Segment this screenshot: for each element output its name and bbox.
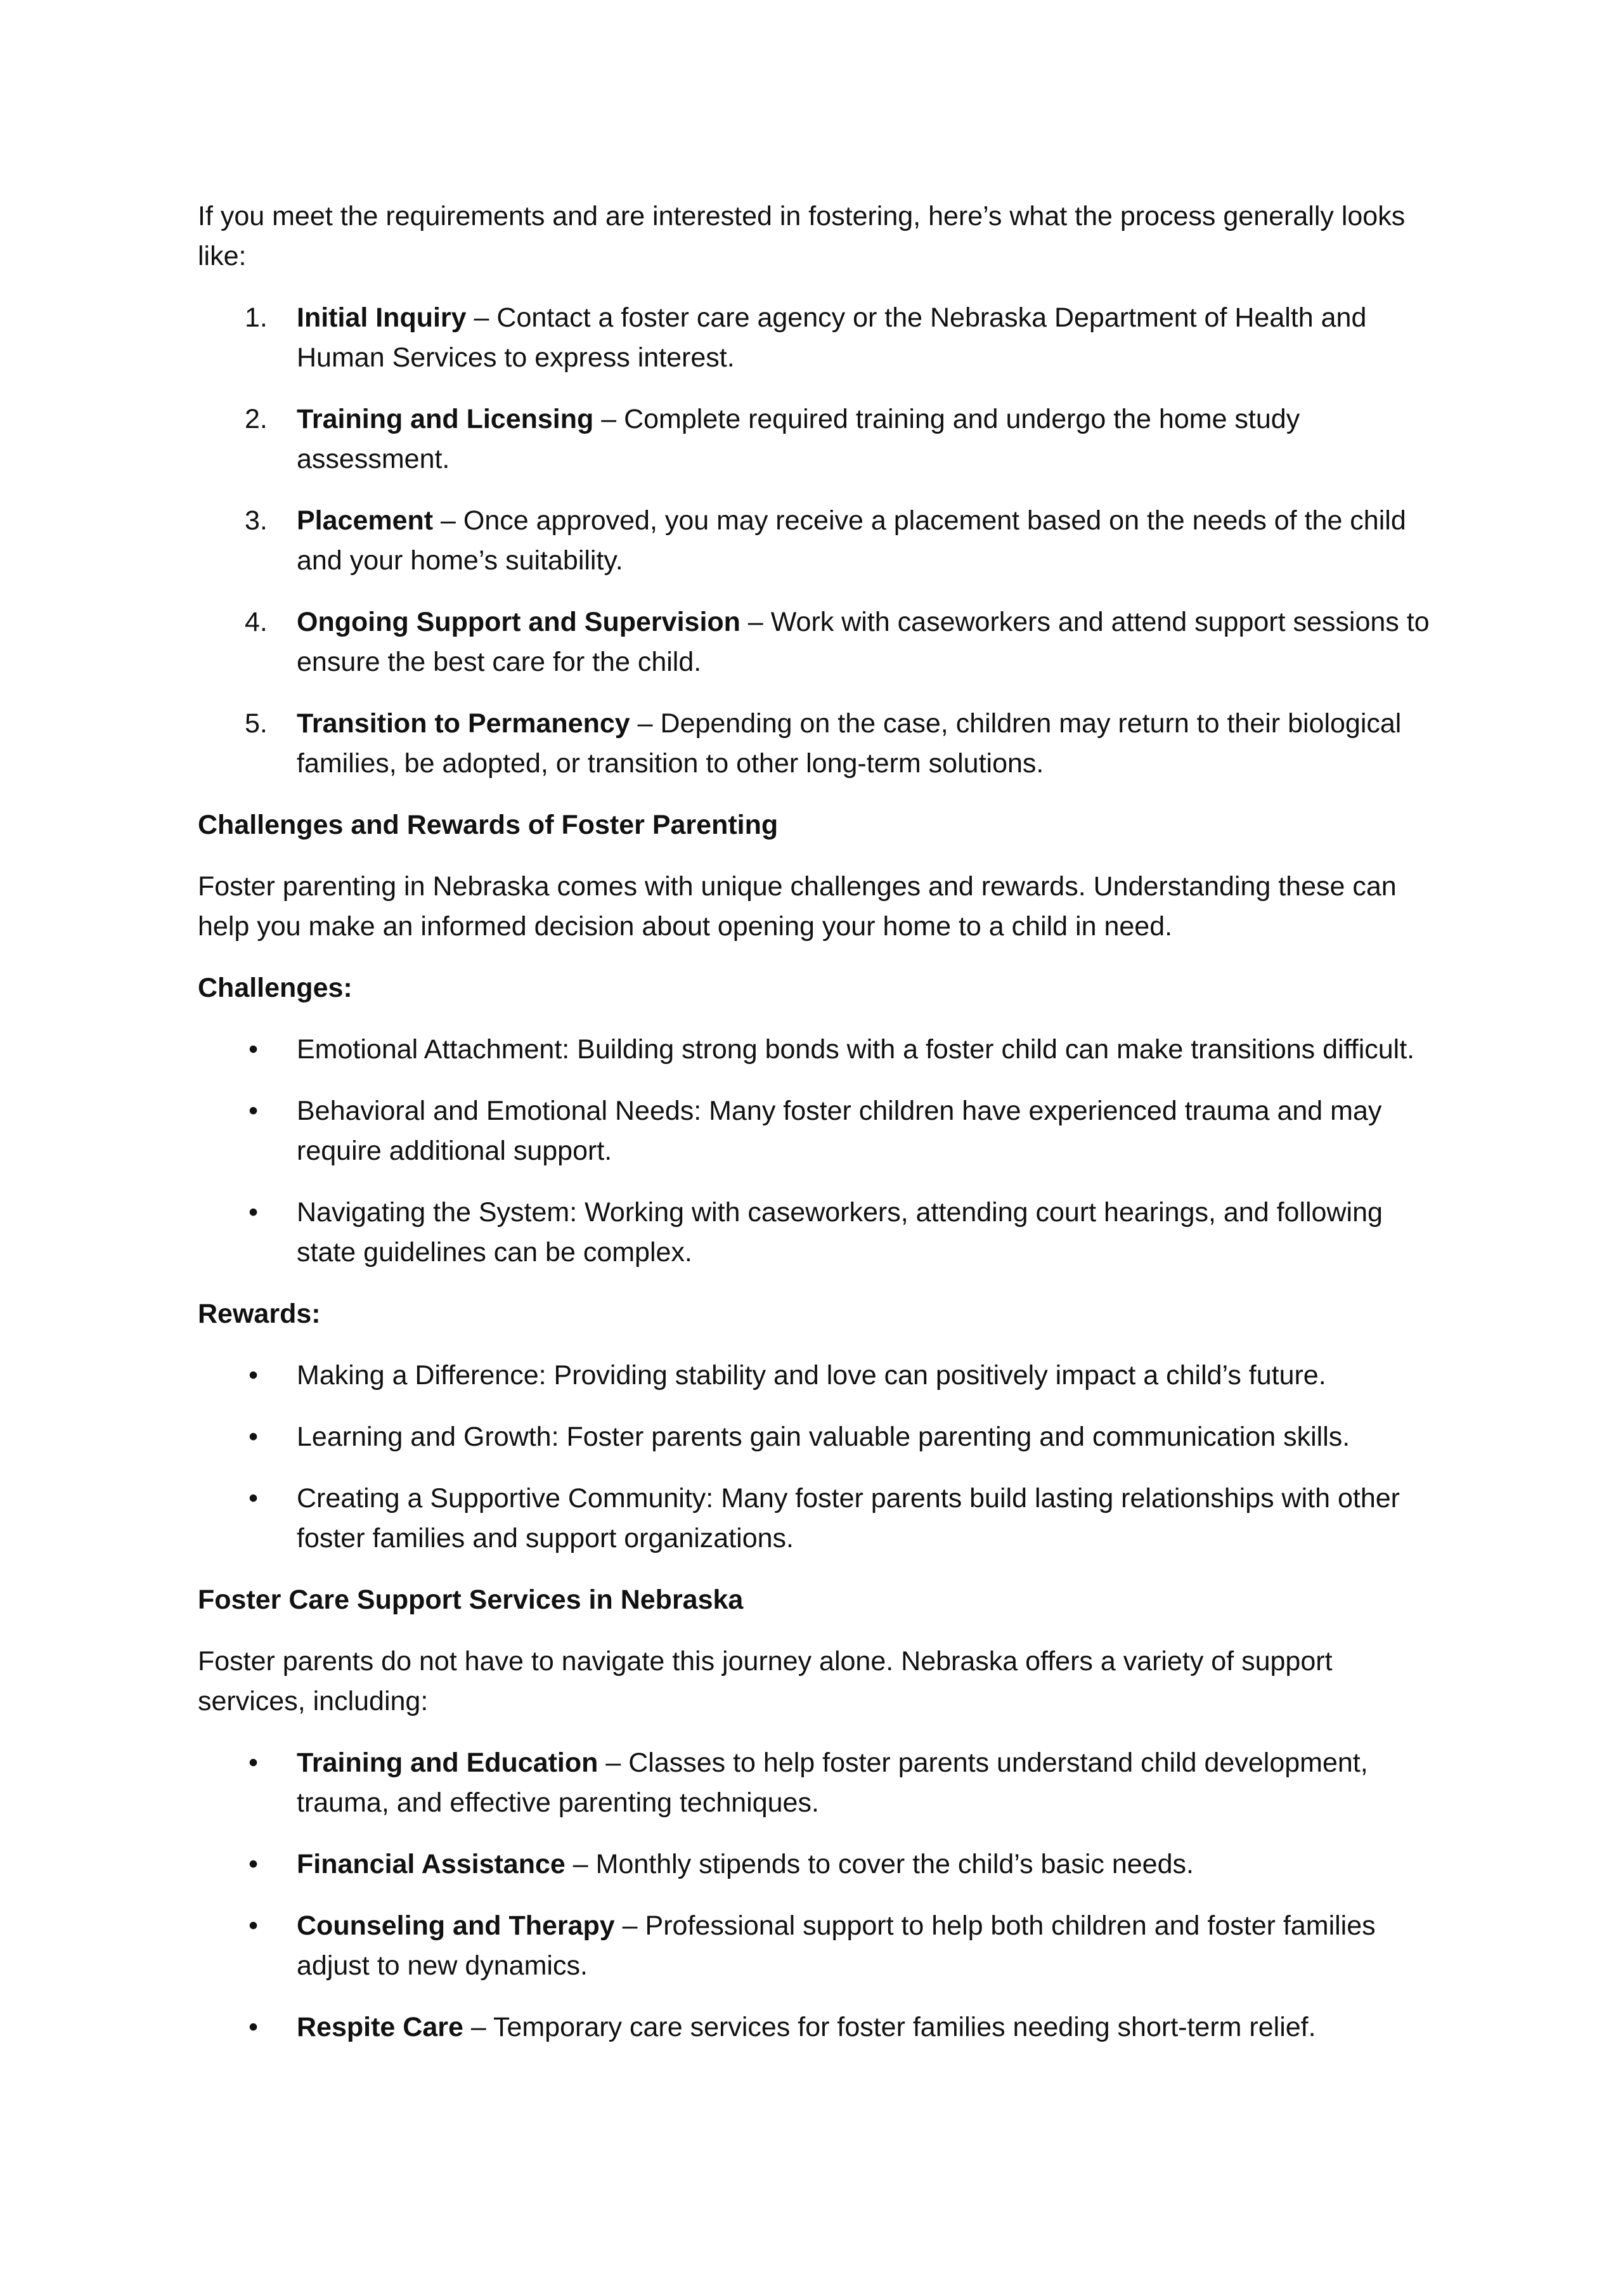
service-text: – Temporary care services for foster families needing short-term relief. — [463, 2012, 1316, 2042]
step-term: Initial Inquiry — [297, 302, 467, 333]
bullet-marker: • — [249, 1748, 259, 1778]
process-step — [198, 602, 1433, 682]
challenges-list — [198, 1030, 1433, 1273]
service-text: – Professional support to help both children and foster families adjust to new dynamics. — [297, 1910, 1376, 1981]
list-item-text: Making a Difference: Providing stability and love can positively impact a child’s future. — [297, 1360, 1326, 1391]
step-term: Ongoing Support and Supervision — [297, 607, 740, 637]
step-number: 4. — [245, 607, 268, 637]
process-step — [198, 501, 1433, 581]
step-text: – Work with caseworkers and attend support sessions to ensure the best care for the child. — [297, 607, 1430, 677]
list-item-text: Learning and Growth: Foster parents gain valuable parenting and communication skills. — [297, 1422, 1350, 1452]
service-text: – Classes to help foster parents understand child development, trauma, and effective parenting techniques. — [297, 1748, 1368, 1818]
challenges-label: Challenges: — [198, 973, 352, 1003]
service-term: Respite Care — [297, 2012, 463, 2042]
list-item — [198, 1356, 1433, 1396]
bullet-marker: • — [249, 1910, 259, 1941]
support-services-list — [198, 1743, 1433, 2047]
step-term: Placement — [297, 505, 434, 536]
list-item — [198, 1743, 1433, 1823]
challenges-rewards-heading: Challenges and Rewards of Foster Parenting — [198, 810, 779, 840]
step-text: – Contact a foster care agency or the Nebraska Department of Health and Human Services to express interest. — [297, 302, 1367, 373]
list-item — [198, 1906, 1433, 1986]
intro-paragraph: If you meet the requirements and are interested in fostering, here’s what the process generally looks like: — [198, 201, 1406, 271]
list-item-text: Emotional Attachment: Building strong bonds with a foster child can make transitions difficult. — [297, 1034, 1415, 1065]
list-item — [198, 1030, 1433, 1070]
bullet-marker: • — [249, 2012, 259, 2042]
service-term: Financial Assistance — [297, 1849, 566, 1879]
list-item — [198, 2007, 1433, 2047]
service-text: – Monthly stipends to cover the child’s basic needs. — [565, 1849, 1194, 1879]
step-text: – Once approved, you may receive a placement based on the needs of the child and your home’s suitability. — [297, 505, 1406, 576]
bullet-marker: • — [249, 1849, 259, 1879]
service-term: Training and Education — [297, 1748, 598, 1778]
step-text: – Depending on the case, children may return to their biological families, be adopted, or transition to other long-term solutions. — [297, 708, 1402, 779]
challenges-rewards-paragraph: Foster parenting in Nebraska comes with unique challenges and rewards. Understanding these can help you make an informed decision about opening your home to a child in need. — [198, 871, 1397, 942]
service-term: Counseling and Therapy — [297, 1910, 615, 1941]
step-text: – Complete required training and undergo the home study assessment. — [297, 404, 1300, 474]
rewards-label: Rewards: — [198, 1299, 321, 1329]
list-item — [198, 1845, 1433, 1884]
step-number: 3. — [245, 505, 268, 536]
list-item — [198, 1193, 1433, 1273]
step-term: Training and Licensing — [297, 404, 594, 434]
bullet-marker: • — [249, 1360, 259, 1391]
list-item — [198, 1417, 1433, 1457]
bullet-marker: • — [249, 1197, 259, 1228]
bullet-marker: • — [249, 1034, 259, 1065]
process-step — [198, 399, 1433, 479]
bullet-marker: • — [249, 1422, 259, 1452]
list-item — [198, 1091, 1433, 1171]
support-services-heading: Foster Care Support Services in Nebraska — [198, 1585, 744, 1615]
rewards-list — [198, 1356, 1433, 1559]
process-step — [198, 704, 1433, 784]
bullet-marker: • — [249, 1096, 259, 1126]
step-number: 5. — [245, 708, 268, 739]
step-number: 1. — [245, 302, 268, 333]
step-term: Transition to Permanency — [297, 708, 630, 739]
step-number: 2. — [245, 404, 268, 434]
support-services-paragraph: Foster parents do not have to navigate this journey alone. Nebraska offers a variety of support services, including: — [198, 1646, 1333, 1716]
process-step — [198, 298, 1433, 378]
list-item — [198, 1479, 1433, 1559]
list-item-text: Navigating the System: Working with caseworkers, attending court hearings, and following state guidelines can be complex. — [297, 1197, 1383, 1268]
list-item-text: Behavioral and Emotional Needs: Many foster children have experienced trauma and may require additional support. — [297, 1096, 1382, 1166]
process-steps-list — [198, 298, 1433, 784]
list-item-text: Creating a Supportive Community: Many foster parents build lasting relationships with other foster families and support organizations. — [297, 1483, 1400, 1553]
bullet-marker: • — [249, 1483, 259, 1514]
